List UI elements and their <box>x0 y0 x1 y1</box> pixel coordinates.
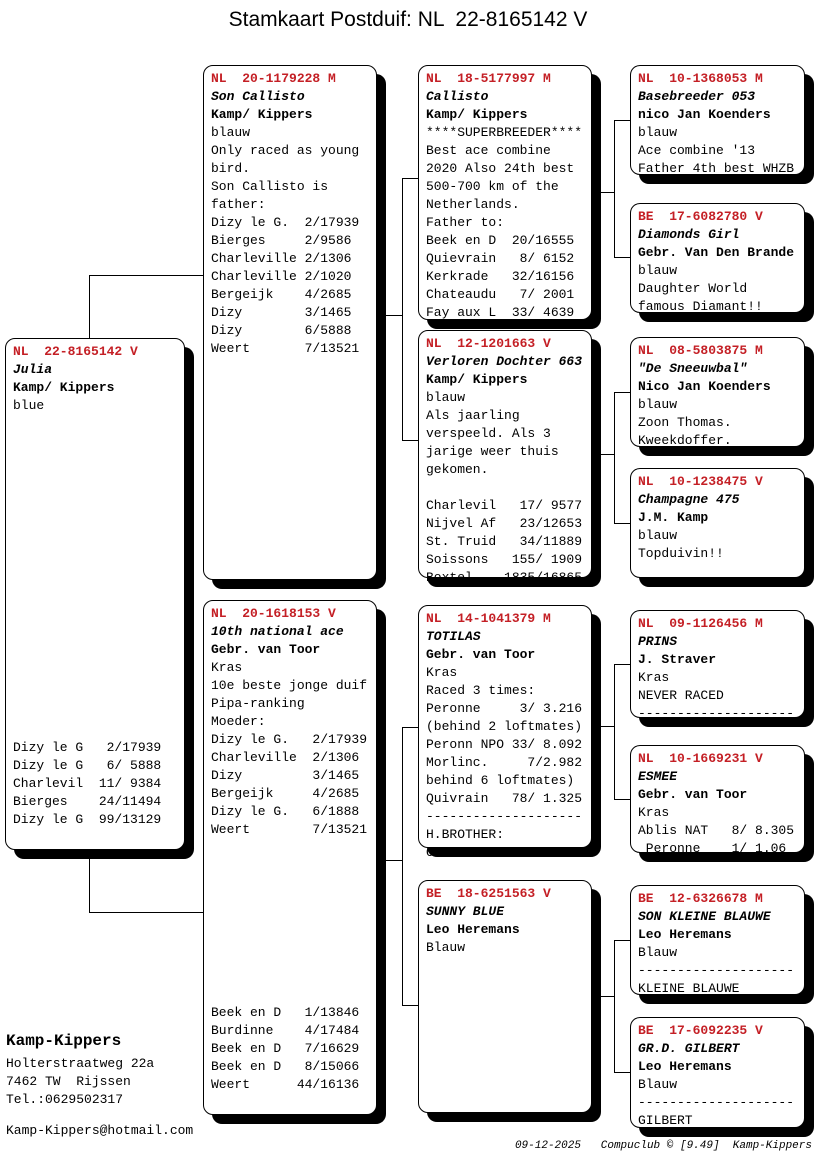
text-line: blauw <box>638 397 678 412</box>
box-text <box>638 669 802 723</box>
breeder-name: Gebr. Van Den Brande <box>638 245 795 260</box>
pigeon-name: Callisto <box>426 89 489 104</box>
text-line: KLEINE BLAUWE <box>638 981 740 996</box>
connector-line <box>402 727 418 728</box>
ring-number: NL 20-1618153 V <box>211 606 336 621</box>
pedigree-box-ggp-2 <box>630 203 805 313</box>
connector-line <box>614 940 630 941</box>
box-text <box>638 262 802 316</box>
text-line: Als jaarling <box>426 408 520 423</box>
ring-number: NL 10-1368053 M <box>638 71 763 86</box>
ring-number: NL 22-8165142 V <box>13 344 138 359</box>
pedigree-box-ggp-8 <box>630 1017 805 1128</box>
owner-address-line2: 7462 TW Rijssen <box>6 1074 131 1089</box>
connector-line <box>614 523 630 524</box>
text-line: Boxtel 1835/16865 <box>426 570 583 585</box>
breeder-name: Kamp/ Kippers <box>426 372 528 387</box>
connector-line <box>89 850 90 912</box>
pedigree-box-ggp-6 <box>630 745 805 856</box>
text-line: Kras <box>638 670 670 685</box>
breeder-name: Nico Jan Koenders <box>638 379 771 394</box>
pedigree-box-ggp-3 <box>630 337 805 447</box>
text-line: Peronne 1/ 1.06 <box>638 841 787 856</box>
owner-phone: Tel.:0629502317 <box>6 1092 124 1107</box>
text-line: Weert 7/13521 <box>211 341 360 356</box>
text-line: Kras <box>638 805 670 820</box>
text-line: Charlevil 17/ 9577 <box>426 498 583 513</box>
connector-line <box>377 315 402 316</box>
text-line: Ace combine '13 <box>638 143 756 158</box>
pedigree-box-ggp-5 <box>630 610 805 721</box>
pigeon-name: Julia <box>13 362 53 377</box>
box-text <box>638 1076 802 1130</box>
pigeon-name: 10th national ace <box>211 624 344 639</box>
connector-line <box>402 440 418 441</box>
text-line: behind 6 loftmates) <box>426 773 575 788</box>
ring-number: NL 10-1238475 V <box>638 474 763 489</box>
pigeon-name: Basebreeder 053 <box>638 89 756 104</box>
box-text <box>211 124 374 358</box>
box-text <box>426 389 589 587</box>
text-line: Peronne 3/ 3.216 <box>426 701 583 716</box>
pedigree-box-father <box>203 65 377 580</box>
text-line: Bergeijk 4/2685 <box>211 287 352 302</box>
text-line: Kweekdoffer. <box>638 433 732 448</box>
race-results <box>211 1004 374 1094</box>
connector-line <box>614 257 630 258</box>
pedigree-box-grandmother-maternal <box>418 880 592 1113</box>
ring-number: NL 14-1041379 M <box>426 611 551 626</box>
ring-number: BE 17-6082780 V <box>638 209 763 224</box>
text-line: Raced 3 times: <box>426 683 536 698</box>
connector-line <box>614 120 630 121</box>
connector-line <box>402 178 418 179</box>
text-line: Netherlands. <box>426 197 520 212</box>
connector-line <box>614 940 615 1072</box>
text-line: famous Diamant!! <box>638 299 763 314</box>
text-line: -------------------- <box>638 963 795 978</box>
text-line: Burdinne 4/17484 <box>211 1023 360 1038</box>
text-line: -------------------- <box>426 809 583 824</box>
box-text <box>13 397 182 415</box>
breeder-name: Leo Heremans <box>638 1059 732 1074</box>
text-line: Quivrain 78/ 1.325 <box>426 791 583 806</box>
connector-line <box>614 664 630 665</box>
text-line: Kras <box>211 660 243 675</box>
text-line: Son Callisto is <box>211 179 329 194</box>
text-line: Chateaudu 7/ 2001 <box>426 287 575 302</box>
text-line: Beek en D 20/16555 <box>426 233 575 248</box>
pigeon-name: "De Sneeuwbal" <box>638 361 748 376</box>
text-line: Morlinc. 7/2.982 <box>426 755 583 770</box>
text-line: blue <box>13 398 45 413</box>
pigeon-name: Son Callisto <box>211 89 305 104</box>
breeder-name: Leo Heremans <box>638 927 732 942</box>
text-line: Only raced as young <box>211 143 360 158</box>
box-text <box>638 804 802 858</box>
race-results <box>13 739 182 829</box>
text-line: father: <box>211 197 266 212</box>
text-line: Zoon Thomas. <box>638 415 732 430</box>
text-line: 2020 Also 24th best <box>426 161 575 176</box>
text-line: Blauw <box>426 940 466 955</box>
connector-line <box>614 120 615 257</box>
text-line: Peronn NPO 33/ 8.092 <box>426 737 583 752</box>
pigeon-name: Champagne 475 <box>638 492 740 507</box>
page-title: Stamkaart Postduif: NL 22-8165142 V <box>228 8 588 31</box>
pigeon-name: Diamonds Girl <box>638 227 740 242</box>
pigeon-name: PRINS <box>638 634 678 649</box>
breeder-name: J.M. Kamp <box>638 510 709 525</box>
connector-line <box>592 454 614 455</box>
text-line: Moeder: <box>211 714 266 729</box>
connector-line <box>402 1005 418 1006</box>
text-line: H.BROTHER: <box>426 827 505 842</box>
connector-line <box>614 664 615 799</box>
text-line: Charleville 2/1020 <box>211 269 352 284</box>
connector-line <box>402 727 403 1005</box>
breeder-name: Kamp/ Kippers <box>211 107 313 122</box>
text-line: blauw <box>638 263 678 278</box>
breeder-name: nico Jan Koenders <box>638 107 771 122</box>
connector-line <box>614 1072 630 1073</box>
text-line: jarige weer thuis <box>426 444 559 459</box>
pigeon-name: TOTILAS <box>426 629 481 644</box>
owner-address-line1: Holterstraatweg 22a <box>6 1056 155 1071</box>
ring-number: NL 18-5177997 M <box>426 71 551 86</box>
box-text <box>211 659 374 839</box>
box-text <box>638 124 802 178</box>
pigeon-name: SON KLEINE BLAUWE <box>638 909 771 924</box>
text-line: 500-700 km of the <box>426 179 559 194</box>
ring-number: BE 18-6251563 V <box>426 886 551 901</box>
text-line: Father 4th best WHZB <box>638 161 795 176</box>
text-line: Pipa-ranking <box>211 696 305 711</box>
text-line: Ablis NAT 8/ 8.305 <box>638 823 795 838</box>
text-line: Weert 44/16136 <box>211 1077 360 1092</box>
text-line: Dizy le G. 6/1888 <box>211 804 360 819</box>
ring-number: NL 10-1669231 V <box>638 751 763 766</box>
text-line: Beek en D 8/15066 <box>211 1059 360 1074</box>
ring-number: BE 12-6326678 M <box>638 891 763 906</box>
breeder-name: Kamp/ Kippers <box>13 380 115 395</box>
connector-line <box>592 996 614 997</box>
connector-line <box>614 799 630 800</box>
text-line: verspeeld. Als 3 <box>426 426 551 441</box>
text-line: Bergeijk 4/2685 <box>211 786 360 801</box>
text-line: Blauw <box>638 1077 678 1092</box>
text-line: GILBERT <box>638 1113 693 1128</box>
text-line: Soissons 155/ 1909 <box>426 552 583 567</box>
owner-name: Kamp-Kippers <box>6 1032 122 1050</box>
text-line: Weert 7/13521 <box>211 822 368 837</box>
text-line: Dizy le G 2/17939 <box>13 740 162 755</box>
text-line: Kras <box>426 665 458 680</box>
text-line: blauw <box>211 125 251 140</box>
pedigree-box-grandmother-paternal <box>418 330 592 585</box>
breeder-name: Kamp/ Kippers <box>426 107 528 122</box>
pedigree-box-ggp-7 <box>630 885 805 995</box>
pedigree-box-subject <box>5 338 185 850</box>
connector-line <box>614 392 615 523</box>
text-line: Nijvel Af 23/12653 <box>426 516 583 531</box>
text-line: Bierges 24/11494 <box>13 794 162 809</box>
ring-number: NL 20-1179228 M <box>211 71 336 86</box>
connector-line <box>377 860 402 861</box>
text-line: blauw <box>426 390 466 405</box>
text-line: -------------------- <box>638 706 795 721</box>
ring-number: NL 09-1126456 M <box>638 616 763 631</box>
text-line: ****SUPERBREEDER**** <box>426 125 583 140</box>
breeder-name: Gebr. van Toor <box>211 642 321 657</box>
text-line: OLYMPIC TAMARA <box>426 845 536 860</box>
text-line: 10e beste jonge duif <box>211 678 368 693</box>
text-line: Quievrain 8/ 6152 <box>426 251 575 266</box>
text-line: Dizy 3/1465 <box>211 305 352 320</box>
text-line: Topduivin!! <box>638 546 724 561</box>
breeder-name: Leo Heremans <box>426 922 520 937</box>
connector-line <box>89 912 203 913</box>
connector-line <box>402 178 403 440</box>
owner-email: Kamp-Kippers@hotmail.com <box>6 1123 194 1138</box>
box-text <box>426 664 589 862</box>
text-line: (behind 2 loftmates) <box>426 719 583 734</box>
text-line: bird. <box>211 161 251 176</box>
text-line: Dizy le G. 2/17939 <box>211 732 368 747</box>
ring-number: BE 17-6092235 V <box>638 1023 763 1038</box>
text-line: Beek en D 1/13846 <box>211 1005 360 1020</box>
pedigree-box-mother <box>203 600 377 1115</box>
text-line: Bierges 2/9586 <box>211 233 352 248</box>
box-text <box>638 944 802 998</box>
connector-line <box>592 726 614 727</box>
breeder-name: J. Straver <box>638 652 717 667</box>
text-line: blauw <box>638 528 678 543</box>
print-info: 09-12-2025 Compuclub © [9.49] Kamp-Kippers <box>514 1140 812 1152</box>
breeder-name: Gebr. van Toor <box>638 787 748 802</box>
text-line: Dizy le G 6/ 5888 <box>13 758 162 773</box>
text-line: gekomen. <box>426 462 489 477</box>
text-line: Beek en D 7/16629 <box>211 1041 360 1056</box>
text-line: Dizy le G. 2/17939 <box>211 215 360 230</box>
text-line: St. Truid 34/11889 <box>426 534 583 549</box>
text-line: Fay aux L 33/ 4639 <box>426 305 575 320</box>
text-line: Charlevil 11/ 9384 <box>13 776 162 791</box>
text-line: Charleville 2/1306 <box>211 750 360 765</box>
text-line: Daughter World <box>638 281 748 296</box>
text-line <box>426 479 589 497</box>
text-line: Kerkrade 32/16156 <box>426 269 575 284</box>
text-line: Dizy 3/1465 <box>211 768 360 783</box>
connector-line <box>592 192 614 193</box>
text-line: -------------------- <box>638 1095 795 1110</box>
breeder-name: Gebr. van Toor <box>426 647 536 662</box>
text-line: Dizy le G 99/13129 <box>13 812 162 827</box>
text-line: Charleville 2/1306 <box>211 251 352 266</box>
text-line: Best ace combine <box>426 143 551 158</box>
text-line: Dizy 6/5888 <box>211 323 352 338</box>
pedigree-box-ggp-1 <box>630 65 805 175</box>
pigeon-name: Verloren Dochter 663 <box>426 354 583 369</box>
pigeon-name: GR.D. GILBERT <box>638 1041 740 1056</box>
connector-line <box>89 275 203 276</box>
text-line: Blauw <box>638 945 678 960</box>
pedigree-box-ggp-4 <box>630 468 805 578</box>
text-line: NEVER RACED <box>638 688 724 703</box>
pedigree-box-grandfather-maternal <box>418 605 592 860</box>
ring-number: NL 12-1201663 V <box>426 336 551 351</box>
box-text <box>426 939 589 957</box>
pedigree-box-grandfather-paternal <box>418 65 592 320</box>
ring-number: NL 08-5803875 M <box>638 343 763 358</box>
box-text <box>638 396 802 450</box>
connector-line <box>614 392 630 393</box>
text-line: blauw <box>638 125 678 140</box>
connector-line <box>89 275 90 338</box>
pigeon-name: SUNNY BLUE <box>426 904 505 919</box>
pigeon-name: ESMEE <box>638 769 678 784</box>
box-text <box>426 124 589 322</box>
box-text <box>638 527 802 563</box>
text-line: Father to: <box>426 215 505 230</box>
